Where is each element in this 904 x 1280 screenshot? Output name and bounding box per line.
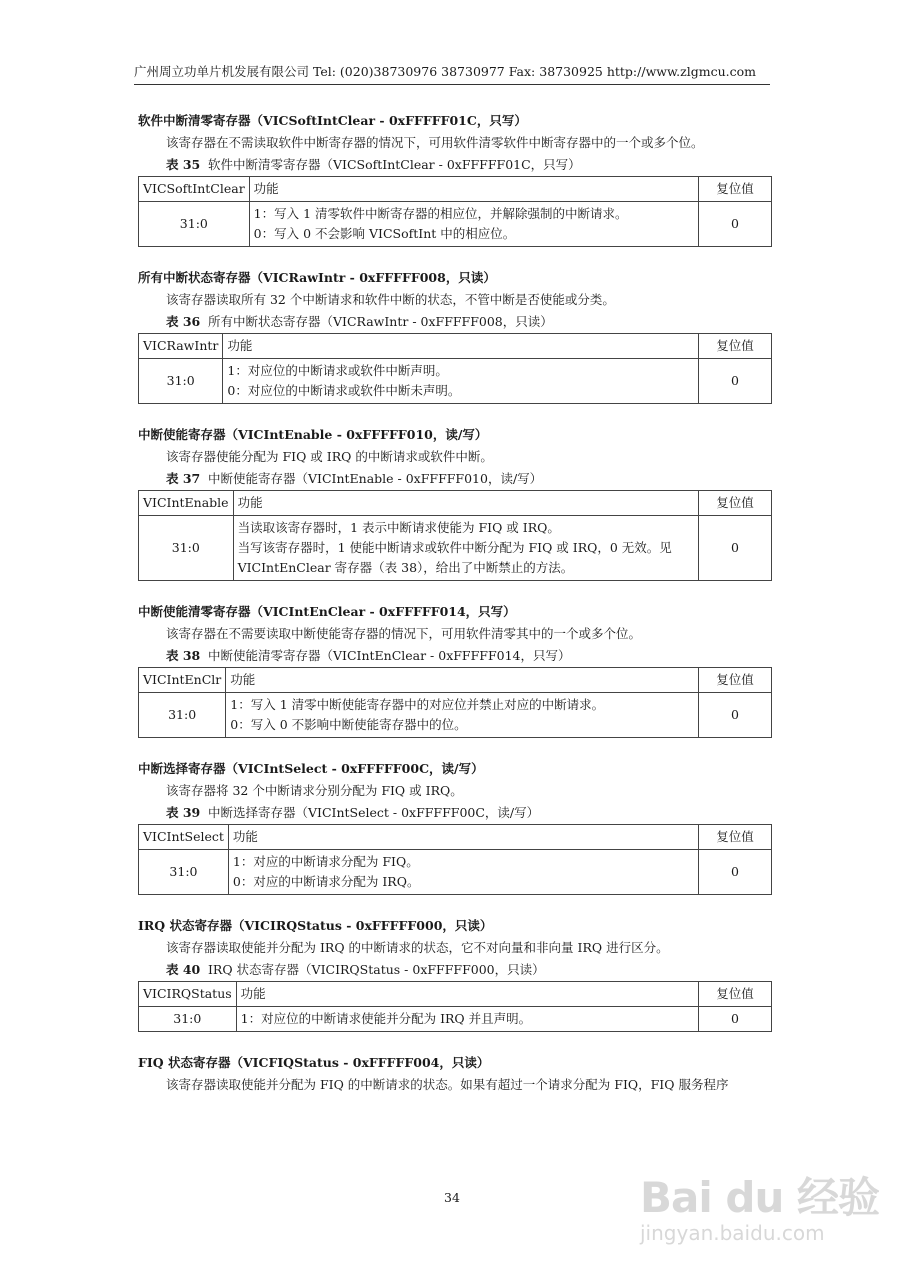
table-number: 表 36 [166,314,201,329]
watermark-logo: Bai du 经验 [640,1173,879,1222]
section-title: 中断选择寄存器（VICIntSelect - 0xFFFFF00C，读/写） [138,761,484,776]
header-reset-value: 复位值 [699,825,772,850]
table-header-row [139,825,772,850]
section-vicintenclear [138,601,772,738]
table-caption [138,959,772,981]
section-vicrawintr [138,267,772,404]
cell-bits: 31:0 [139,693,226,738]
section-vicintselect [138,758,772,895]
header-register-name: VICIntEnable [139,491,234,516]
register-table [138,824,772,895]
table-number: 表 37 [166,471,201,486]
function-line: 当读取该寄存器时，1 表示中断请求使能为 FIQ 或 IRQ。 [237,520,560,535]
cell-function [236,1007,698,1032]
function-line: 1：对应位的中断请求使能并分配为 IRQ 并且声明。 [240,1011,532,1026]
header-register-name: VICIntSelect [139,825,229,850]
section-title: 中断使能清零寄存器（VICIntEnClear - 0xFFFFF014，只写） [138,604,516,619]
table-number: 表 38 [166,648,201,663]
table-caption [138,154,772,176]
cell-function [233,516,698,581]
function-line: 0：写入 0 不影响中断使能寄存器中的位。 [230,717,467,732]
function-line: 0：对应位的中断请求或软件中断未声明。 [227,383,461,398]
cell-function [226,693,699,738]
table-title: 所有中断状态寄存器（VICRawIntr - 0xFFFFF008，只读） [207,314,553,329]
watermark-url: jingyan.baidu.com [640,1221,825,1245]
table-caption [138,802,772,824]
section-description: 该寄存器在不需读取软件中断寄存器的情况下，可用软件清零软件中断寄存器中的一个或多个位。 [166,135,704,150]
section-description: 该寄存器读取使能并分配为 IRQ 的中断请求的状态，它不对向量和非向量 IRQ 进行区分。 [166,940,669,955]
register-table [138,176,772,247]
section-description: 该寄存器读取使能并分配为 FIQ 的中断请求的状态。如果有超过一个请求分配为 FIQ，FIQ 服务程序 [166,1077,729,1092]
table-header-row [139,668,772,693]
function-line: 0：写入 0 不会影响 VICSoftInt 中的相应位。 [253,226,516,241]
header-function: 功能 [228,825,698,850]
cell-bits: 31:0 [139,359,223,404]
section-vicsoftintclear [138,110,772,247]
register-table [138,490,772,581]
header-reset-value: 复位值 [699,177,772,202]
register-table [138,333,772,404]
header-function: 功能 [233,491,698,516]
header-register-name: VICRawIntr [139,334,223,359]
table-row [139,693,772,738]
register-table [138,981,772,1032]
section-title: 软件中断清零寄存器（VICSoftIntClear - 0xFFFFF01C，只写） [138,113,527,128]
function-line: VICIntEnClear 寄存器（表 38），给出了中断禁止的方法。 [237,560,574,575]
function-line: 0：对应的中断请求分配为 IRQ。 [232,874,420,889]
section-description: 该寄存器将 32 个中断请求分别分配为 FIQ 或 IRQ。 [166,783,463,798]
cell-bits: 31:0 [139,850,229,895]
table-title: 中断使能寄存器（VICIntEnable - 0xFFFFF010，读/写） [207,471,543,486]
cell-reset: 0 [699,202,772,247]
cell-bits: 31:0 [139,516,234,581]
table-caption [138,311,772,333]
section-title: IRQ 状态寄存器（VICIRQStatus - 0xFFFFF000，只读） [138,918,493,933]
table-header-row [139,982,772,1007]
cell-function [249,202,698,247]
table-row [139,850,772,895]
table-row [139,1007,772,1032]
table-number: 表 35 [166,157,201,172]
cell-function [228,850,698,895]
section-description: 该寄存器使能分配为 FIQ 或 IRQ 的中断请求或软件中断。 [166,449,493,464]
section-description: 该寄存器读取所有 32 个中断请求和软件中断的状态，不管中断是否使能或分类。 [166,292,615,307]
section-title: 所有中断状态寄存器（VICRawIntr - 0xFFFFF008，只读） [138,270,496,285]
function-line: 1：写入 1 清零软件中断寄存器的相应位，并解除强制的中断请求。 [253,206,628,221]
document-body [138,110,772,1116]
table-header-row [139,177,772,202]
header-function: 功能 [223,334,699,359]
header-function: 功能 [249,177,698,202]
cell-function [223,359,699,404]
function-line: 1：对应的中断请求分配为 FIQ。 [232,854,419,869]
section-title: 中断使能寄存器（VICIntEnable - 0xFFFFF010，读/写） [138,427,488,442]
section-description: 该寄存器在不需要读取中断使能寄存器的情况下，可用软件清零其中的一个或多个位。 [166,626,642,641]
cell-reset: 0 [699,693,772,738]
table-title: 中断使能清零寄存器（VICIntEnClear - 0xFFFFF014，只写） [207,648,571,663]
baidu-jingyan-watermark [640,1165,879,1275]
table-number: 表 40 [166,962,201,977]
table-caption [138,645,772,667]
header-reset-value: 复位值 [699,491,772,516]
table-row [139,359,772,404]
header-register-name: VICIRQStatus [139,982,237,1007]
register-table [138,667,772,738]
cell-bits: 31:0 [139,1007,237,1032]
cell-reset: 0 [699,850,772,895]
function-line: 1：对应位的中断请求或软件中断声明。 [227,363,448,378]
table-title: 软件中断清零寄存器（VICSoftIntClear - 0xFFFFF01C，只写） [207,157,581,172]
table-row [139,516,772,581]
cell-reset: 0 [699,1007,772,1032]
header-reset-value: 复位值 [699,668,772,693]
table-title: IRQ 状态寄存器（VICIRQStatus - 0xFFFFF000，只读） [207,962,545,977]
section-vicfiqstatus [138,1052,772,1096]
function-line: 当写该寄存器时，1 使能中断请求或软件中断分配为 FIQ 或 IRQ，0 无效。见 [237,540,672,555]
header-reset-value: 复位值 [699,334,772,359]
table-header-row [139,491,772,516]
table-header-row [139,334,772,359]
section-vicirqstatus [138,915,772,1032]
table-title: 中断选择寄存器（VICIntSelect - 0xFFFFF00C，读/写） [207,805,540,820]
table-caption [138,468,772,490]
page-number: 34 [444,1190,460,1205]
table-row [139,202,772,247]
header-function: 功能 [226,668,699,693]
header-register-name: VICSoftIntClear [139,177,250,202]
header-reset-value: 复位值 [699,982,772,1007]
cell-reset: 0 [699,516,772,581]
function-line: 1：写入 1 清零中断使能寄存器中的对应位并禁止对应的中断请求。 [230,697,605,712]
section-vicintenable [138,424,772,581]
header-function: 功能 [236,982,698,1007]
section-title: FIQ 状态寄存器（VICFIQStatus - 0xFFFFF004，只读） [138,1055,490,1070]
cell-bits: 31:0 [139,202,250,247]
page-header: 广州周立功单片机发展有限公司 Tel: (020)38730976 38730977 Fax: 38730925 http://www.zlgmcu.com [134,62,770,85]
cell-reset: 0 [699,359,772,404]
table-number: 表 39 [166,805,201,820]
header-register-name: VICIntEnClr [139,668,226,693]
